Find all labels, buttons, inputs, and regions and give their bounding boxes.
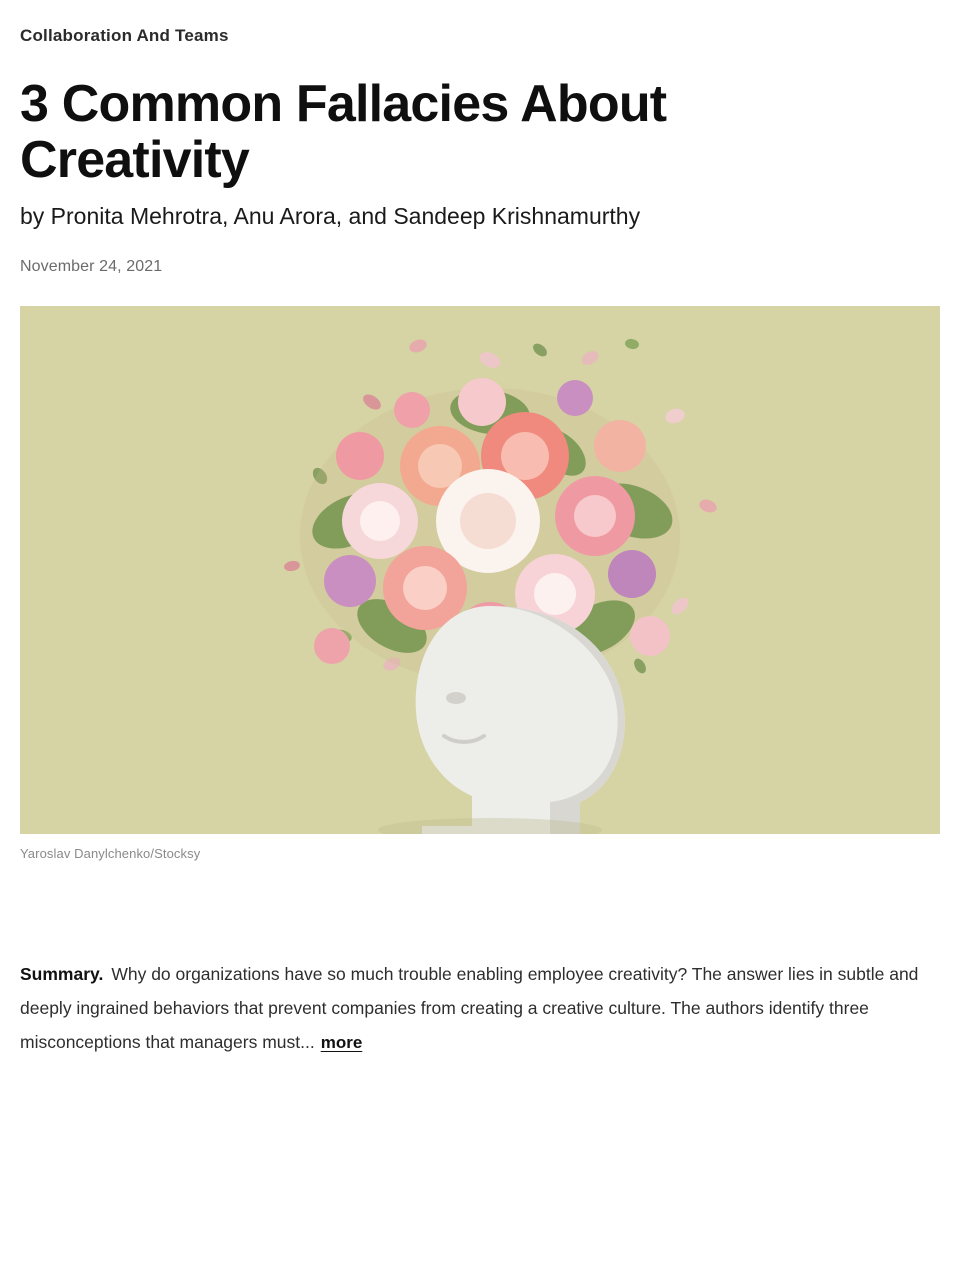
read-more-link[interactable]: more <box>320 1033 363 1053</box>
article-date: November 24, 2021 <box>20 258 163 276</box>
flower-head-illustration <box>20 306 940 834</box>
article-summary <box>20 957 920 1059</box>
image-credit: Yaroslav Danylchenko/Stocksy <box>20 846 201 862</box>
summary-label: Summary. <box>20 964 104 985</box>
article-byline: by Pronita Mehrotra, Anu Arora, and Sandeep Krishnamurthy <box>20 203 641 230</box>
summary-text: Why do organizations have so much trouble enabling employee creativity? The answer lies in subtle and deeply ingrained behaviors that prevent companies from creating a creative culture. The authors identify three misconceptions that managers must... <box>20 964 919 1053</box>
page-title: 3 Common Fallacies About Creativity <box>20 75 667 190</box>
hero-image <box>20 306 940 834</box>
article-topic[interactable]: Collaboration And Teams <box>20 26 229 45</box>
